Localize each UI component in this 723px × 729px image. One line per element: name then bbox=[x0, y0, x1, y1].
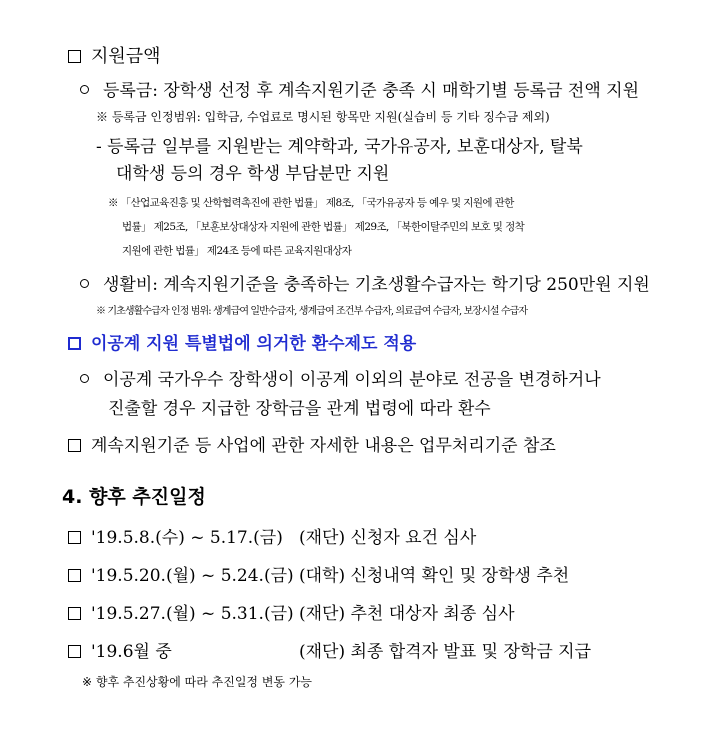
schedule-date: '19.5.20.(월) ~ 5.24.(금) bbox=[91, 566, 294, 586]
law-note-line1: ※ 「산업교육진흥 및 산학협력촉진에 관한 법률」 제8조, 「국가유공자 등 예우 및 지원에 관한 bbox=[108, 197, 514, 209]
refund-item-line1: 이공계 국가우수 장학생이 이공계 이외의 분야로 전공을 변경하거나 bbox=[80, 365, 601, 390]
circle-bullet-icon bbox=[80, 85, 89, 94]
refund-item-line2: 진출할 경우 지급한 장학금을 관계 법령에 따라 환수 bbox=[108, 399, 491, 419]
schedule-row bbox=[68, 561, 569, 586]
checkbox-square-icon bbox=[68, 569, 81, 582]
living-cost-note: ※ 기초생활수급자 인정 범위: 생계급여 일반수급자, 생계급여 조건부 수급자, 의료급여 수급자, 보장시설 수급자 bbox=[96, 306, 528, 317]
schedule-date: '19.5.27.(월) ~ 5.31.(금) bbox=[91, 604, 294, 624]
schedule-task: (대학) 신청내역 확인 및 장학생 추천 bbox=[299, 566, 570, 586]
partial-support-line1: - 등록금 일부를 지원받는 계약학과, 국가유공자, 보훈대상자, 탈북 bbox=[96, 137, 583, 157]
refund-section-title: 이공계 지원 특별법에 의거한 환수제도 적용 bbox=[68, 329, 416, 354]
tuition-item: 등록금: 장학생 선정 후 계속지원기준 충족 시 매학기별 등록금 전액 지원 bbox=[80, 76, 639, 101]
checkbox-square-icon bbox=[68, 337, 81, 350]
checkbox-square-icon bbox=[68, 607, 81, 620]
schedule-task: (재단) 추천 대상자 최종 심사 bbox=[299, 604, 515, 624]
checkbox-square-icon bbox=[68, 531, 81, 544]
schedule-heading: 4. 향후 추진일정 bbox=[62, 486, 206, 508]
law-note-line3: 지원에 관한 법률」 제24조 등에 따른 교육지원대상자 bbox=[122, 245, 352, 257]
circle-bullet-icon bbox=[80, 374, 89, 383]
partial-support-line2: 대학생 등의 경우 학생 부담분만 지원 bbox=[116, 164, 390, 184]
support-section-title: 지원금액 bbox=[68, 42, 161, 68]
checkbox-square-icon bbox=[68, 645, 81, 658]
schedule-task: (재단) 신청자 요건 심사 bbox=[299, 528, 477, 548]
schedule-date: '19.6월 중 bbox=[91, 642, 172, 662]
schedule-row bbox=[68, 523, 476, 548]
schedule-row bbox=[68, 637, 591, 662]
schedule-row bbox=[68, 599, 515, 624]
detail-reference: 계속지원기준 등 사업에 관한 자세한 내용은 업무처리기준 참조 bbox=[68, 431, 556, 456]
schedule-date: '19.5.8.(수) ~ 5.17.(금) bbox=[91, 528, 283, 548]
law-note-line2: 법률」 제25조, 「보훈보상대상자 지원에 관한 법률」 제29조, 「북한이탈주민의 보호 및 정착 bbox=[122, 221, 525, 233]
schedule-note: ※ 향후 추진상황에 따라 추진일정 변동 가능 bbox=[82, 675, 313, 689]
checkbox-square-icon bbox=[68, 50, 81, 63]
tuition-note: ※ 등록금 인정범위: 입학금, 수업료로 명시된 항목만 지원(실습비 등 기타 징수금 제외) bbox=[96, 110, 550, 124]
schedule-task: (재단) 최종 합격자 발표 및 장학금 지급 bbox=[299, 642, 592, 662]
living-cost-item: 생활비: 계속지원기준을 충족하는 기초생활수급자는 학기당 250만원 지원 bbox=[80, 270, 650, 295]
circle-bullet-icon bbox=[80, 279, 89, 288]
checkbox-square-icon bbox=[68, 439, 81, 452]
